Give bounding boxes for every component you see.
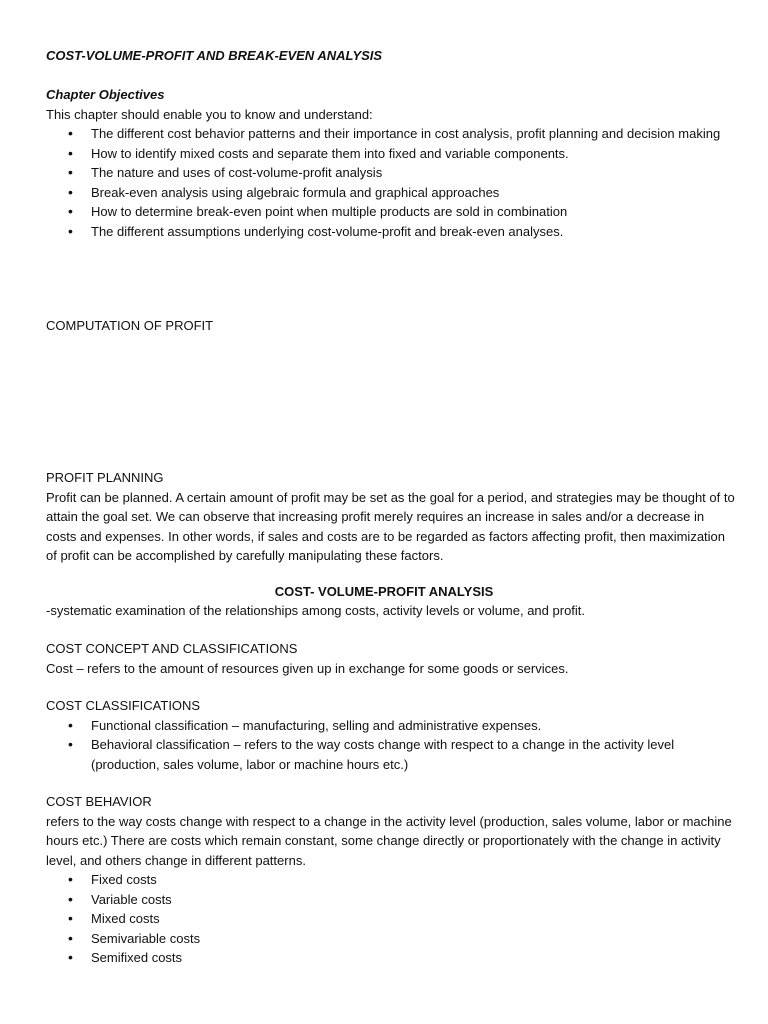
objectives-list xyxy=(46,124,736,241)
cost-classifications-list xyxy=(46,716,736,775)
profit-planning-body: Profit can be planned. A certain amount of profit may be set as the goal for a period, and strategies may be thought of to attain the goal set. We can observe that increasing profit merely requires an increase in sales and/or a decrease in costs and expenses. In other words, if sales and costs are to be regarded as factors affecting profit, then maximization of profit can be accomplished by carefully manipulating these factors. xyxy=(46,489,735,563)
chapter-objectives-intro: This chapter should enable you to know and understand: xyxy=(46,106,373,122)
chapter-objectives-section xyxy=(46,85,736,241)
cost-behavior-body: refers to the way costs change with respect to a change in the activity level (production, sales volume, labor or machine hours etc.) There are costs which remain constant, some change directly or proportionately with the change in activity level, and others change in different patterns. xyxy=(46,813,732,868)
cost-concept-section xyxy=(46,639,736,678)
cost-classifications-section xyxy=(46,696,736,774)
list-item: • How to identify mixed costs and separate them into fixed and variable components. xyxy=(46,144,736,164)
cost-classifications-heading: COST CLASSIFICATIONS xyxy=(46,698,201,713)
profit-planning-section xyxy=(46,468,736,566)
list-item: • Semifixed costs xyxy=(46,948,736,968)
profit-planning-heading: PROFIT PLANNING xyxy=(46,470,164,485)
cvp-heading: COST- VOLUME-PROFIT ANALYSIS xyxy=(274,584,494,599)
list-item: • Break-even analysis using algebraic formula and graphical approaches xyxy=(46,183,736,203)
cost-concept-heading: COST CONCEPT AND CLASSIFICATIONS xyxy=(46,641,298,656)
list-item: • The different assumptions underlying cost-volume-profit and break-even analyses. xyxy=(46,222,736,242)
list-item: • Mixed costs xyxy=(46,909,736,929)
list-item: • Semivariable costs xyxy=(46,929,736,949)
computation-heading: COMPUTATION OF PROFIT xyxy=(46,318,214,333)
list-item: • Variable costs xyxy=(46,890,736,910)
chapter-objectives-heading: Chapter Objectives xyxy=(46,87,165,102)
list-item: • Behavioral classification – refers to the way costs change with respect to a change in the activity level (production, sales volume, labor or machine hours etc.) xyxy=(46,735,736,774)
list-item: • The different cost behavior patterns and their importance in cost analysis, profit planning and decision making xyxy=(46,124,736,144)
list-item: • The nature and uses of cost-volume-profit analysis xyxy=(46,163,736,183)
list-item: • Functional classification – manufacturing, selling and administrative expenses. xyxy=(46,716,736,736)
cost-concept-body: Cost – refers to the amount of resources given up in exchange for some goods or services. xyxy=(46,660,569,676)
list-item: • Fixed costs xyxy=(46,870,736,890)
cvp-body: -systematic examination of the relationships among costs, activity levels or volume, and profit. xyxy=(46,603,586,618)
cost-behavior-list xyxy=(46,870,736,968)
document-title: COST-VOLUME-PROFIT AND BREAK-EVEN ANALYSIS xyxy=(46,48,383,63)
cost-behavior-heading: COST BEHAVIOR xyxy=(46,794,152,809)
list-item: • How to determine break-even point when multiple products are sold in combination xyxy=(46,202,736,222)
cost-behavior-section xyxy=(46,792,736,968)
